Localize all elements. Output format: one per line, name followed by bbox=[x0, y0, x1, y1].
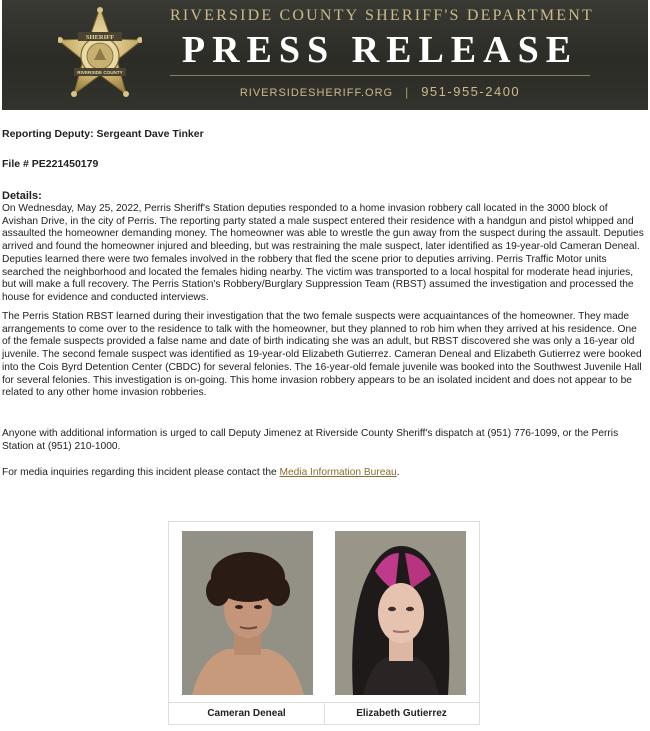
press-release-title: PRESS RELEASE bbox=[181, 29, 579, 71]
department-name: RIVERSIDE COUNTY SHERIFF'S DEPARTMENT bbox=[170, 7, 594, 24]
banner-contact-line bbox=[230, 84, 530, 99]
media-inquiries-period: . bbox=[396, 467, 400, 478]
reporting-deputy: Reporting Deputy: Sergeant Dave Tinker bbox=[2, 128, 204, 140]
badge-label-top: SHERIFF bbox=[85, 34, 115, 41]
sheriff-star-badge-icon bbox=[58, 6, 142, 104]
banner-divider bbox=[170, 75, 590, 76]
file-number: File # PE221450179 bbox=[2, 158, 99, 170]
suspect-photo-cameran-deneal bbox=[182, 531, 313, 695]
media-inquiries-paragraph bbox=[2, 467, 644, 480]
badge-label-bottom: RIVERSIDE COUNTY bbox=[77, 70, 123, 75]
media-information-bureau-link[interactable]: Media Information Bureau bbox=[279, 467, 397, 478]
details-paragraph-1: On Wednesday, May 25, 2022, Perris Sheriff's Station deputies responded to a home invasion robbery call located in the 3000 block of Avishan Drive, in the city of Perris. The reporting party stated a male suspect entered their residence with a handgun and pistol whipped and assaulted the homeowner demanding money. The homeowner was able to wrestle the gun away from the suspect during the assault. Deputies arrived and found the homeowner injured and bleeding, but was restraining the male suspect, later identified as 19-year-old Cameran Deneal. Deputies learned there were two females involved in the robbery that fled the scene prior to deputies arriving. Perris Traffic Motor units searched the neighborhood and located the females hiding nearby. The victim was transported to a local hospital for moderate head injuries, but will make a full recovery. The Perris Station's Robbery/Burglary Suppression Team (RBST) assumed the investigation and processed the house for evidence and conducted interviews. bbox=[2, 203, 644, 303]
suspect-photo-elizabeth-gutierrez bbox=[335, 531, 466, 695]
media-inquiries-text: For media inquiries regarding this incident please contact the bbox=[2, 467, 280, 478]
details-paragraph-2: The Perris Station RBST learned during their investigation that the two female suspects were acquaintances of the homeowner. They made arrangements to come over to the residence to talk with the homeowner, but they planned to rob him when they arrived at his residence. One of the female suspects provided a false name and date of birth indicating she was an adult, but RBST discovered she was only a 16-year old juvenile. The second female suspect was identified as 19-year-old Elizabeth Gutierrez. Cameran Deneal and Elizabeth Gutierrez were booked into the Cois Byrd Detention Center (CBDC) for several felonies. The 16-year-old female juvenile was booked into the Southwest Juvenile Hall for several felonies. This investigation is on-going. This home invasion robbery appears to be an isolated incident and does not appear to be related to any other home invasion robberies. bbox=[2, 311, 642, 399]
phone-number: 951-955-2400 bbox=[421, 84, 521, 99]
details-heading: Details: bbox=[2, 190, 42, 202]
press-release-banner bbox=[2, 0, 648, 110]
website-link[interactable]: RIVERSIDESHERIFF.ORG bbox=[239, 87, 394, 99]
contact-separator: | bbox=[405, 85, 410, 99]
suspect-name-elizabeth-gutierrez: Elizabeth Gutierrez bbox=[324, 702, 479, 724]
suspect-name-cameran-deneal: Cameran Deneal bbox=[169, 702, 325, 724]
suspect-photos-table bbox=[168, 521, 480, 725]
contact-paragraph: Anyone with additional information is urged to call Deputy Jimenez at Riverside County Sheriff's dispatch at (951) 776-1099, or the Perris Station at (951) 210-1000. bbox=[2, 428, 619, 452]
